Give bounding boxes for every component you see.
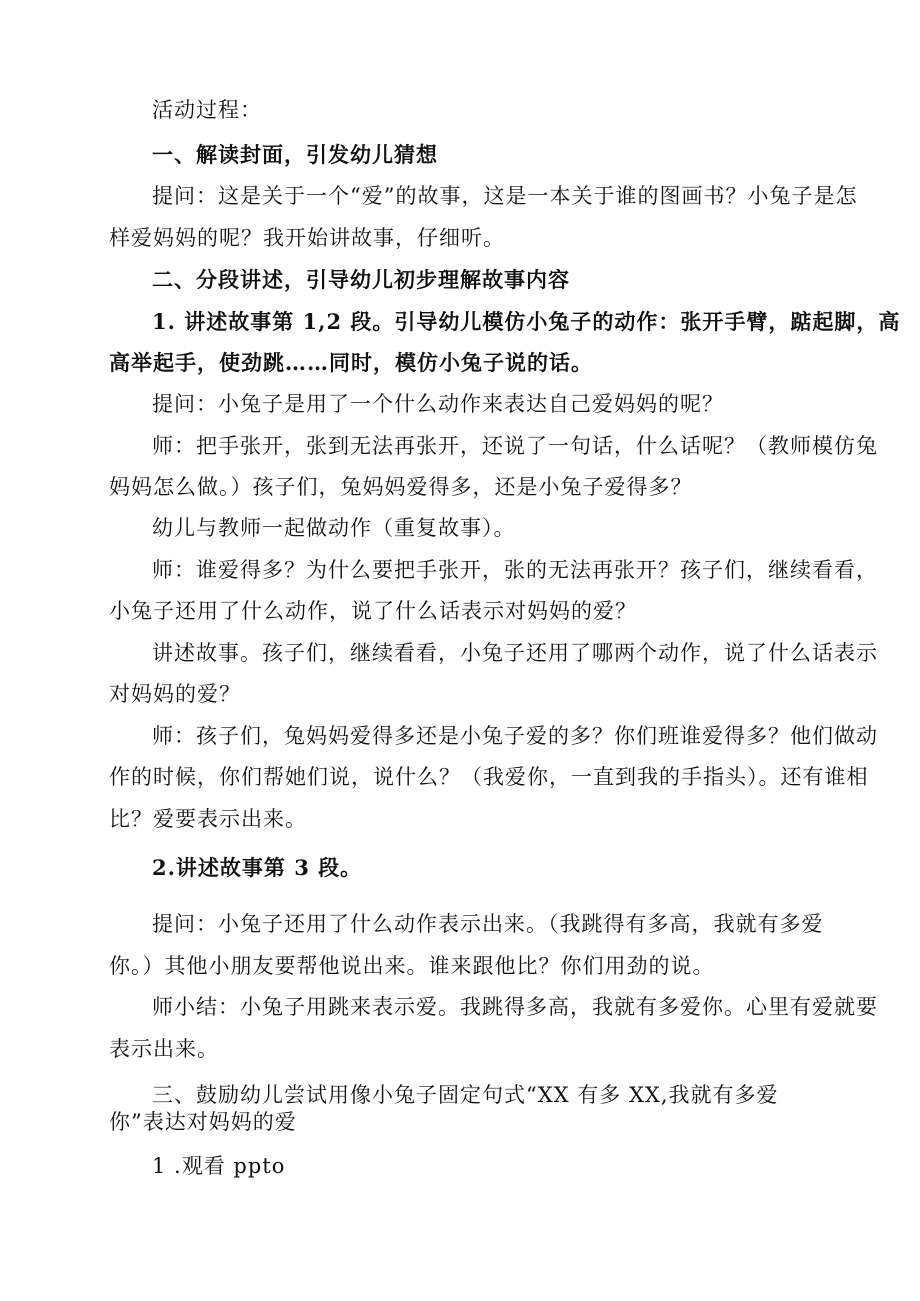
section2-heading: 二、分段讲述，引导幼儿初步理解故事内容 <box>152 267 570 292</box>
section2-story1-line2: 对妈妈的爱？ <box>109 682 241 706</box>
section2-teacher1-line2: 妈妈怎么做。）孩子们，兔妈妈爱得多，还是小兔子爱得多？ <box>109 475 693 499</box>
section2-children1: 幼儿与教师一起做动作（重复故事）。 <box>152 516 516 540</box>
section3-heading-line2: 你”表达对妈妈的爱 <box>109 1110 297 1134</box>
section3-heading-line1: 三、鼓励幼儿尝试用像小兔子固定句式“XX 有多 XX,我就有多爱 <box>152 1083 779 1107</box>
section2-summary-line2: 表示出来。 <box>109 1037 219 1061</box>
section2-teacher3-line2: 作的时候，你们帮她们说，说什么？（我爱你，一直到我的手指头）。还有谁相 <box>109 765 869 789</box>
section2-step1-line1: 1. 讲述故事第 1,2 段。引导幼儿模仿小兔子的动作：张开手臂，踮起脚，高 <box>152 309 901 334</box>
section2-question1: 提问：小兔子是用了一个什么动作来表达自己爱妈妈的呢？ <box>152 392 724 416</box>
section2-question2-line1: 提问：小兔子还用了什么动作表示出来。（我跳得有多高，我就有多爱 <box>152 912 824 936</box>
activity-heading: 活动过程： <box>152 98 262 122</box>
section2-question2-line2: 你。）其他小朋友要帮他说出来。谁来跟他比？你们用劲的说。 <box>109 954 715 978</box>
section2-teacher3-line1: 师：孩子们，兔妈妈爱得多还是小兔子爱的多？你们班谁爱得多？他们做动 <box>152 724 878 748</box>
section1-paragraph-line2: 样爱妈妈的呢？我开始讲故事，仔细听。 <box>109 226 505 250</box>
section2-teacher3-line3: 比？爱要表示出来。 <box>109 807 307 831</box>
section2-teacher2-line2: 小兔子还用了什么动作，说了什么话表示对妈妈的爱？ <box>109 599 637 623</box>
section1-heading: 一、解读封面，引发幼儿猜想 <box>152 142 438 167</box>
section2-teacher1-line1: 师：把手张开，张到无法再张开，还说了一句话，什么话呢？（教师模仿兔 <box>152 434 878 458</box>
section2-story1-line1: 讲述故事。孩子们，继续看看，小兔子还用了哪两个动作，说了什么话表示 <box>152 641 878 665</box>
section1-paragraph-line1: 提问：这是关于一个“爱”的故事，这是一本关于谁的图画书？小兔子是怎 <box>152 184 858 208</box>
section3-item1: 1 .观看 ppto <box>152 1154 286 1178</box>
section2-summary-line1: 师小结：小兔子用跳来表示爱。我跳得多高，我就有多爱你。心里有爱就要 <box>152 995 878 1019</box>
section2-step2: 2.讲述故事第 3 段。 <box>152 855 363 880</box>
section2-step1-line2: 高举起手，使劲跳……同时，模仿小兔子说的话。 <box>109 350 593 375</box>
section2-teacher2-line1: 师：谁爱得多？为什么要把手张开，张的无法再张开？孩子们，继续看看， <box>152 558 878 582</box>
